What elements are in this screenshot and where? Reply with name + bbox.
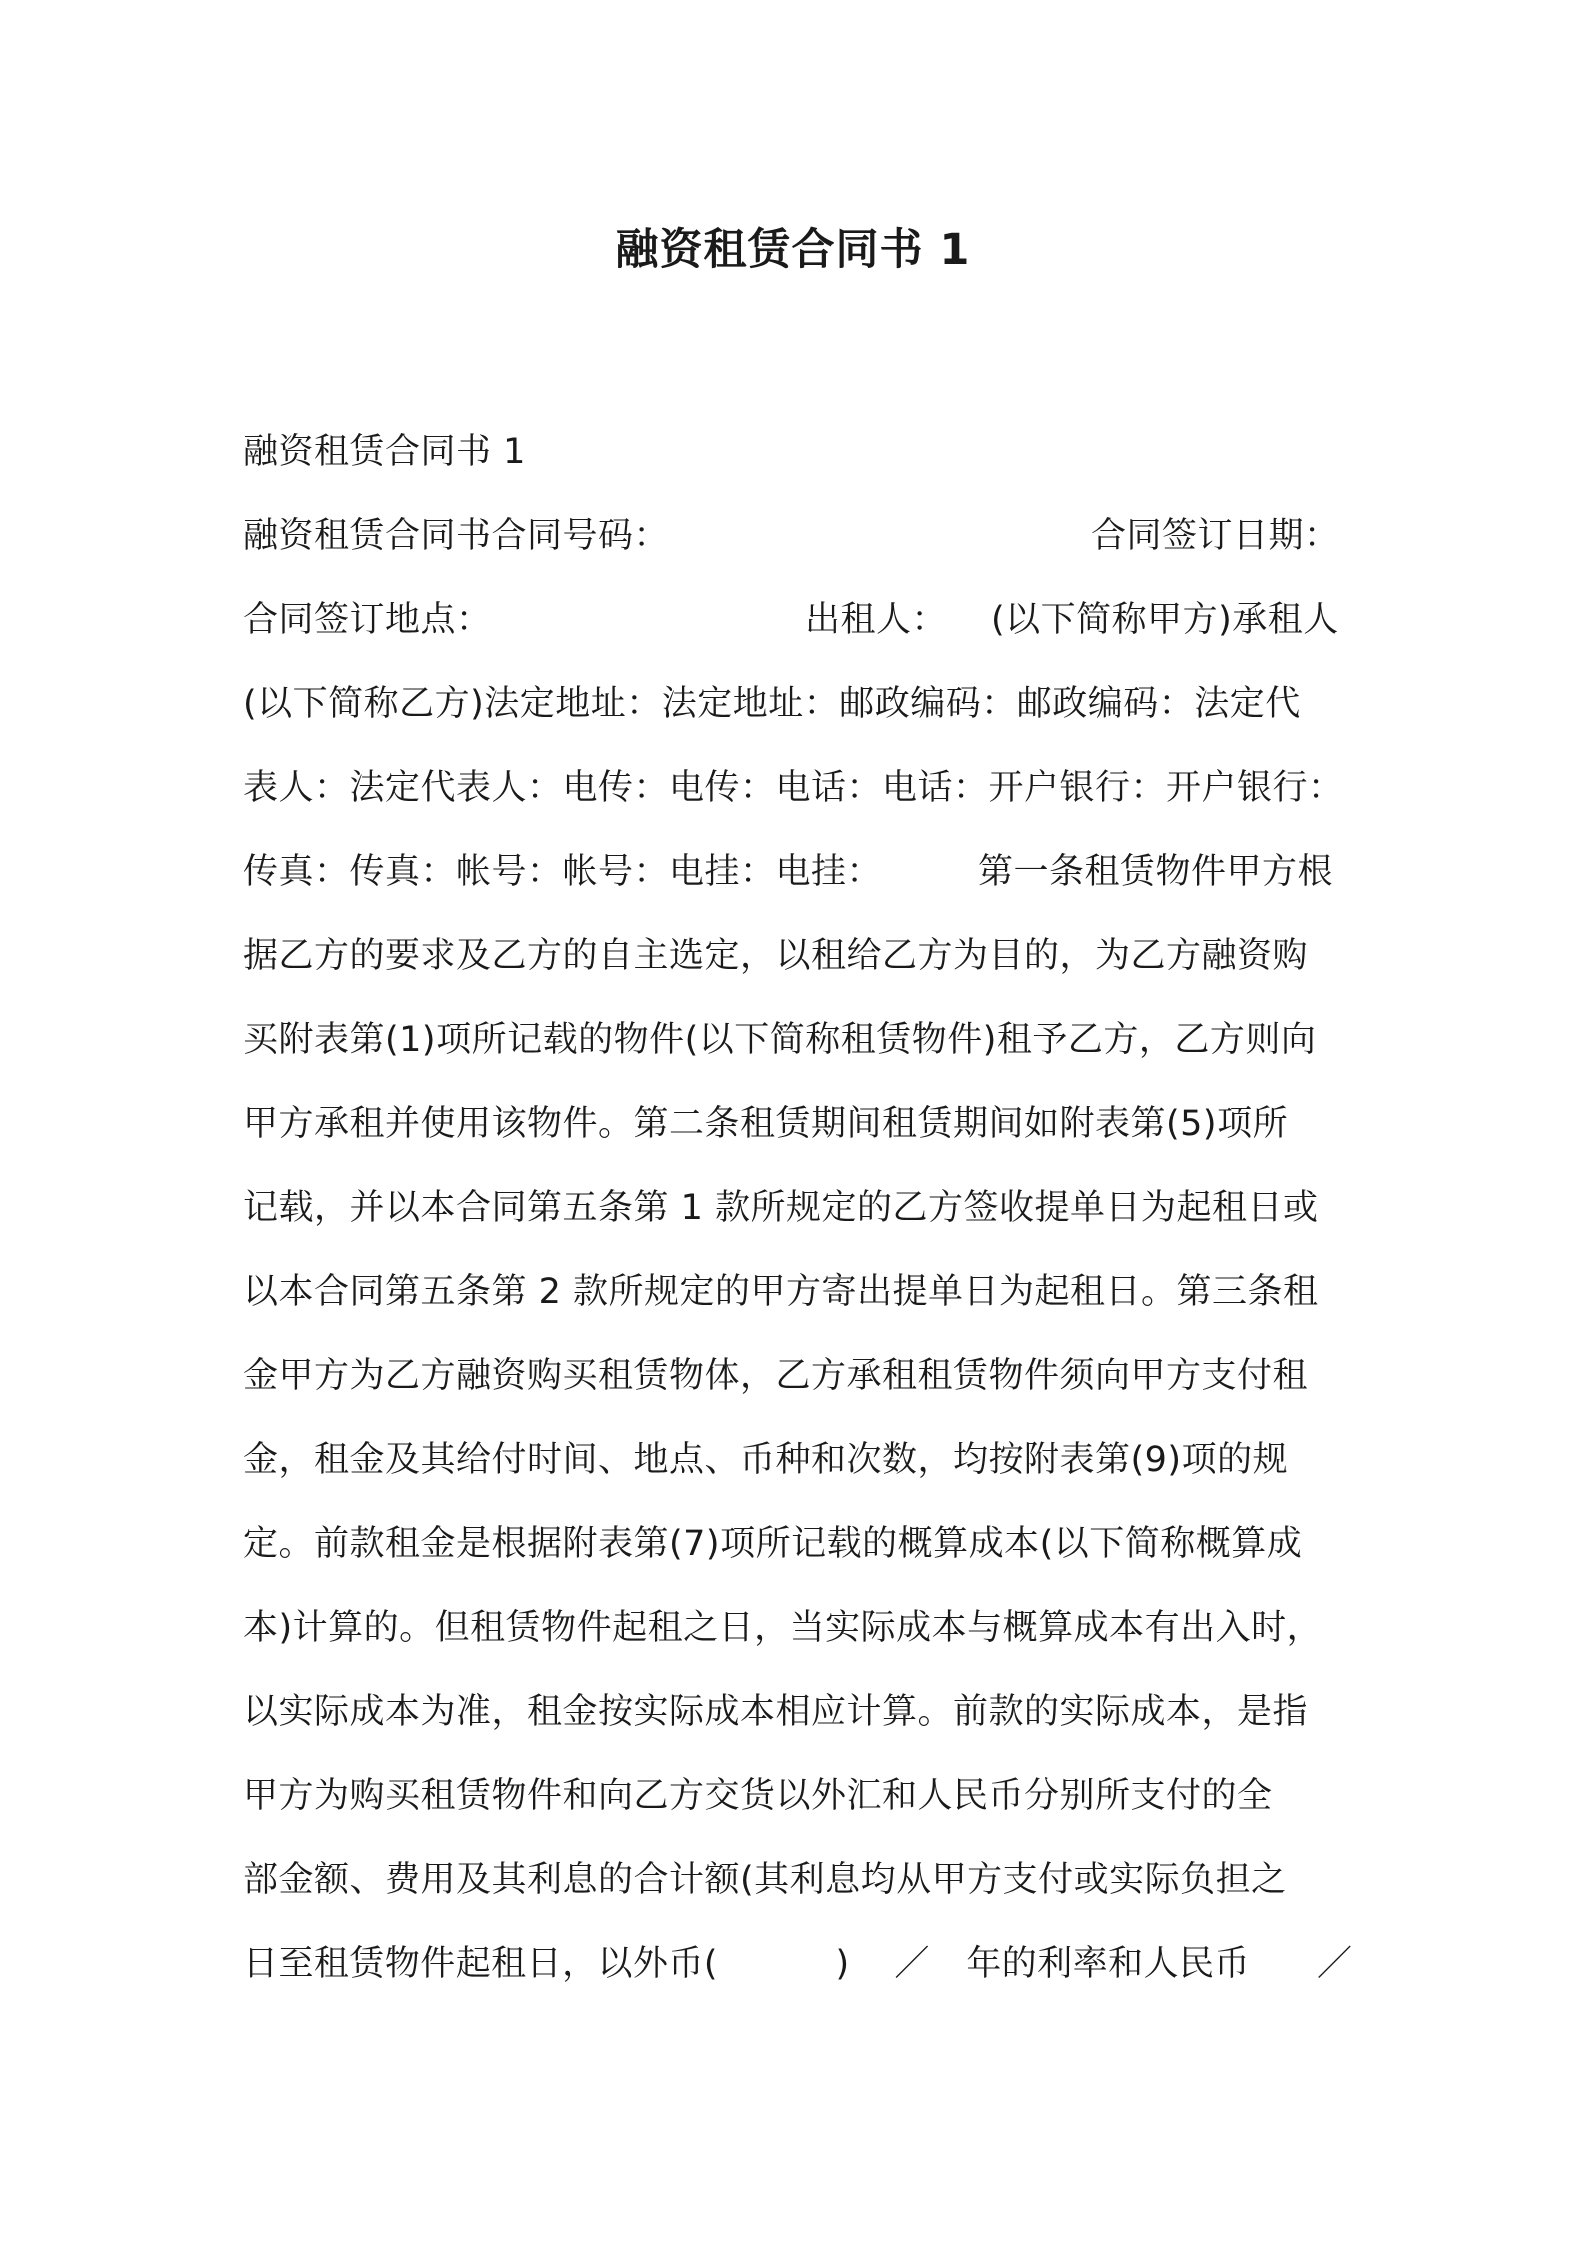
- text-segment: (以下简称乙方)法定地址：法定地址：邮政编码：邮政编码：法定代: [243, 684, 1301, 724]
- text-segment: 甲方承租并使用该物件。第二条租赁期间租赁期间如附表第(5)项所: [243, 1104, 1289, 1144]
- text-segment: 甲方为购买租赁物件和向乙方交货以外汇和人民币分别所支付的全: [243, 1776, 1273, 1816]
- text-line: [243, 578, 1353, 662]
- text-segment: (以下简称甲方)承租人: [991, 600, 1339, 640]
- text-segment: 部金额、费用及其利息的合计额(其利息均从甲方支付或实际负担之: [243, 1860, 1287, 1900]
- document-body: [243, 410, 1353, 2006]
- text-segment: ／: [1317, 1944, 1353, 1984]
- text-segment: 融资租赁合同书合同号码：: [243, 516, 670, 556]
- text-segment: 第一条租赁物件甲方根: [978, 852, 1334, 892]
- text-segment: 金，租金及其给付时间、地点、币种和次数，均按附表第(9)项的规: [243, 1440, 1289, 1480]
- text-segment: 传真：传真：帐号：帐号：电挂：电挂：: [243, 852, 883, 892]
- text-line: [243, 914, 1353, 998]
- text-segment: 记载，并以本合同第五条第 1 款所规定的乙方签收提单日为起租日或: [243, 1188, 1319, 1228]
- text-segment: 金甲方为乙方融资购买租赁物体，乙方承租租赁物件须向甲方支付租: [243, 1356, 1309, 1396]
- text-line: [243, 830, 1353, 914]
- text-line: [243, 1166, 1353, 1250]
- text-segment: 合同签订地点：: [243, 600, 492, 640]
- text-line: [243, 410, 1353, 494]
- text-line: [243, 494, 1353, 578]
- text-segment: 买附表第(1)项所记载的物件(以下简称租赁物件)租予乙方，乙方则向: [243, 1020, 1317, 1060]
- text-segment: 日至租赁物件起租日，以外币(: [243, 1944, 719, 1984]
- text-line: [243, 1838, 1353, 1922]
- document-title: 融资租赁合同书 1: [615, 225, 971, 275]
- text-segment: 以实际成本为准，租金按实际成本相应计算。前款的实际成本，是指: [243, 1692, 1309, 1732]
- text-line: [243, 1754, 1353, 1838]
- text-line: [243, 746, 1353, 830]
- text-segment: ／: [894, 1944, 930, 1984]
- text-line: [243, 1502, 1353, 1586]
- text-line: [243, 1586, 1353, 1670]
- text-line: [243, 1670, 1353, 1754]
- text-line: [243, 662, 1353, 746]
- text-segment: 年的利率和人民币: [966, 1944, 1250, 1984]
- text-segment: 融资租赁合同书 1: [243, 432, 526, 472]
- text-line: [243, 998, 1353, 1082]
- text-line: [243, 1250, 1353, 1334]
- text-line: [243, 1418, 1353, 1502]
- text-line: [243, 1082, 1353, 1166]
- text-line: [243, 1922, 1353, 2006]
- text-segment: 表人：法定代表人：电传：电传：电话：电话：开户银行：开户银行：: [243, 768, 1344, 808]
- text-segment: 定。前款租金是根据附表第(7)项所记载的概算成本(以下简称概算成: [243, 1524, 1303, 1564]
- text-segment: 本)计算的。但租赁物件起租之日，当实际成本与概算成本有出入时，: [243, 1608, 1323, 1648]
- text-segment: 据乙方的要求及乙方的自主选定，以租给乙方为目的，为乙方融资购: [243, 936, 1309, 976]
- text-segment: 合同签订日期：: [1091, 516, 1340, 556]
- text-segment: 出租人：: [805, 600, 948, 640]
- text-line: [243, 1334, 1353, 1418]
- text-segment: 以本合同第五条第 2 款所规定的甲方寄出提单日为起租日。第三条租: [243, 1272, 1319, 1312]
- text-segment: ): [835, 1944, 850, 1984]
